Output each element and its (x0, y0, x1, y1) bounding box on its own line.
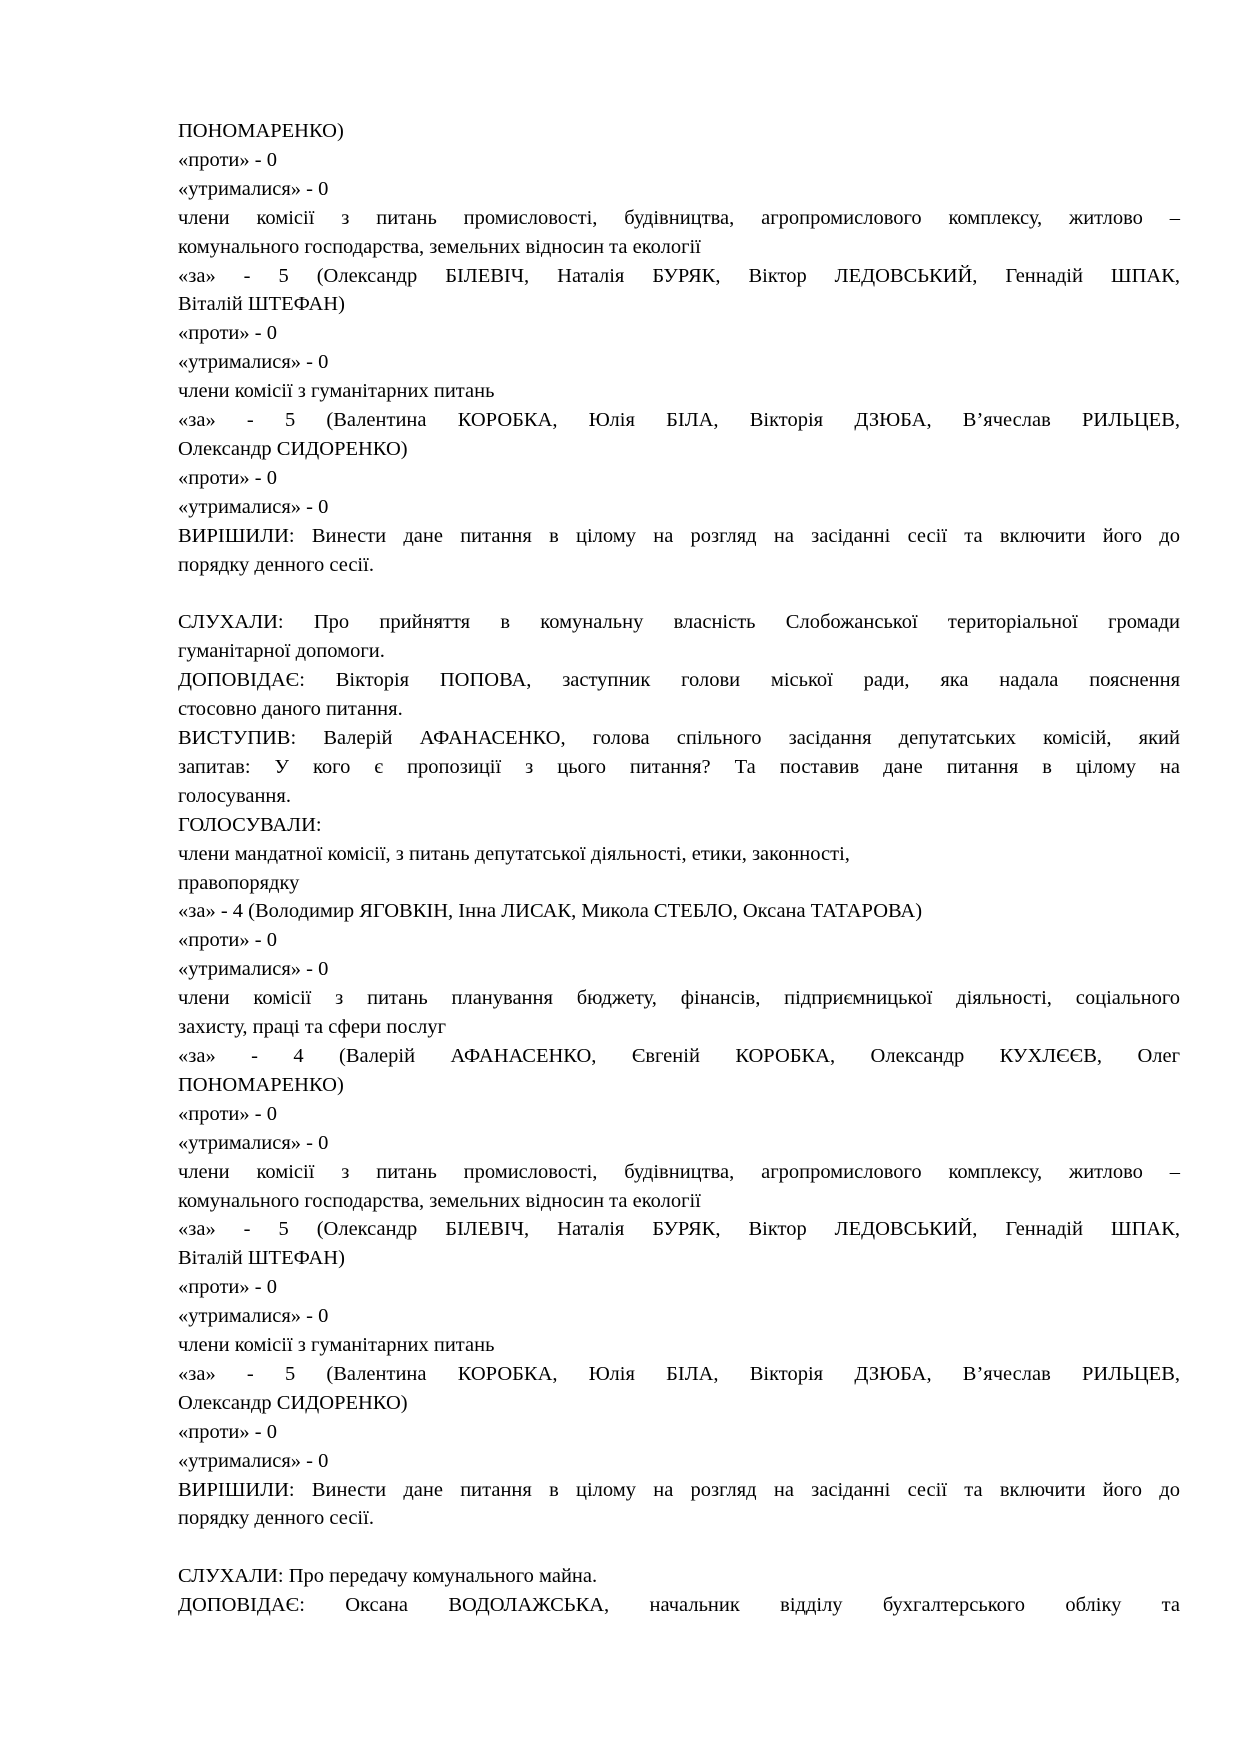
text-line: Олександр СИДОРЕНКО) (178, 437, 408, 460)
text-line: «проти» - 0 (178, 929, 277, 952)
text-line: СЛУХАЛИ: Про передачу комунального майна. (178, 1565, 598, 1588)
text-line: гуманітарної допомоги. (178, 640, 385, 663)
text-line: ВИСТУПИВ: Валерій АФАНАСЕНКО, голова спільного засідання депутатських комісій, який (178, 727, 1180, 750)
text-line: члени комісії з питань промисловості, будівництва, агропромислового комплексу, житлово – (178, 1160, 1180, 1183)
text-line: ДОПОВІДАЄ: Вікторія ПОПОВА, заступник голови міської ради, яка надала пояснення (178, 669, 1180, 692)
text-line: члени комісії з гуманітарних питань (178, 380, 495, 403)
text-line: «утрималися» - 0 (178, 1131, 329, 1154)
paragraph-gap (178, 1533, 1180, 1562)
text-line: голосування. (178, 784, 291, 807)
text-line: комунального господарства, земельних відносин та екології (178, 235, 701, 258)
document-page (178, 117, 1180, 1620)
text-line: ПОНОМАРЕНКО) (178, 1073, 344, 1096)
text-line: «проти» - 0 (178, 1420, 277, 1443)
text-line: порядку денного сесії. (178, 553, 374, 576)
text-line: «утрималися» - 0 (178, 177, 329, 200)
text-line: ВИРІШИЛИ: Винести дане питання в цілому на розгляд на засіданні сесії та включити його до (178, 1478, 1180, 1501)
text-line: «за» - 5 (Валентина КОРОБКА, Юлія БІЛА, Вікторія ДЗЮБА, В’ячеслав РИЛЬЦЕВ, (178, 1362, 1180, 1385)
text-line: «за» - 5 (Олександр БІЛЕВІЧ, Наталія БУРЯК, Віктор ЛЕДОВСЬКИЙ, Геннадій ШПАК, (178, 1218, 1180, 1241)
text-line: ВИРІШИЛИ: Винести дане питання в цілому на розгляд на засіданні сесії та включити його до (178, 524, 1180, 547)
text-line: «за» - 4 (Валерій АФАНАСЕНКО, Євгеній КОРОБКА, Олександр КУХЛЄЄВ, Олег (178, 1044, 1180, 1067)
text-line: «за» - 5 (Олександр БІЛЕВІЧ, Наталія БУРЯК, Віктор ЛЕДОВСЬКИЙ, Геннадій ШПАК, (178, 264, 1180, 287)
text-line: ДОПОВІДАЄ: Оксана ВОДОЛАЖСЬКА, начальник відділу бухгалтерського обліку та (178, 1594, 1180, 1617)
text-line: Віталій ШТЕФАН) (178, 1247, 345, 1270)
text-line: «за» - 4 (Володимир ЯГОВКІН, Інна ЛИСАК, Микола СТЕБЛО, Оксана ТАТАРОВА) (178, 900, 923, 923)
text-line: Олександр СИДОРЕНКО) (178, 1391, 408, 1414)
text-line: «утрималися» - 0 (178, 1305, 329, 1328)
text-line: «проти» - 0 (178, 148, 277, 171)
text-line: «утрималися» - 0 (178, 351, 329, 374)
text-line: «за» - 5 (Валентина КОРОБКА, Юлія БІЛА, Вікторія ДЗЮБА, В’ячеслав РИЛЬЦЕВ, (178, 409, 1180, 432)
text-line: «утрималися» - 0 (178, 958, 329, 981)
text-line: правопорядку (178, 871, 300, 894)
paragraph-gap (178, 580, 1180, 609)
text-line: «утрималися» - 0 (178, 495, 329, 518)
text-line: члени мандатної комісії, з питань депутатської діяльності, етики, законності, (178, 842, 850, 865)
text-line: члени комісії з питань планування бюджету, фінансів, підприємницької діяльності, соціального (178, 987, 1180, 1010)
text-line: «проти» - 0 (178, 466, 277, 489)
text-line: «проти» - 0 (178, 322, 277, 345)
text-line: ГОЛОСУВАЛИ: (178, 813, 322, 836)
text-line: «проти» - 0 (178, 1276, 277, 1299)
text-line: стосовно даного питання. (178, 698, 403, 721)
text-line: запитав: У кого є пропозиції з цього питання? Та поставив дане питання в цілому на (178, 755, 1180, 778)
text-line: «утрималися» - 0 (178, 1449, 329, 1472)
text-line: Віталій ШТЕФАН) (178, 293, 345, 316)
text-line: порядку денного сесії. (178, 1507, 374, 1530)
text-line: ПОНОМАРЕНКО) (178, 120, 344, 142)
text-line: комунального господарства, земельних відносин та екології (178, 1189, 701, 1212)
text-line: «проти» - 0 (178, 1102, 277, 1125)
text-line: члени комісії з питань промисловості, будівництва, агропромислового комплексу, житлово – (178, 206, 1180, 229)
text-line: захисту, праці та сфери послуг (178, 1016, 446, 1039)
text-line: СЛУХАЛИ: Про прийняття в комунальну власність Слобожанської територіальної громади (178, 611, 1180, 634)
text-line: члени комісії з гуманітарних питань (178, 1334, 495, 1357)
